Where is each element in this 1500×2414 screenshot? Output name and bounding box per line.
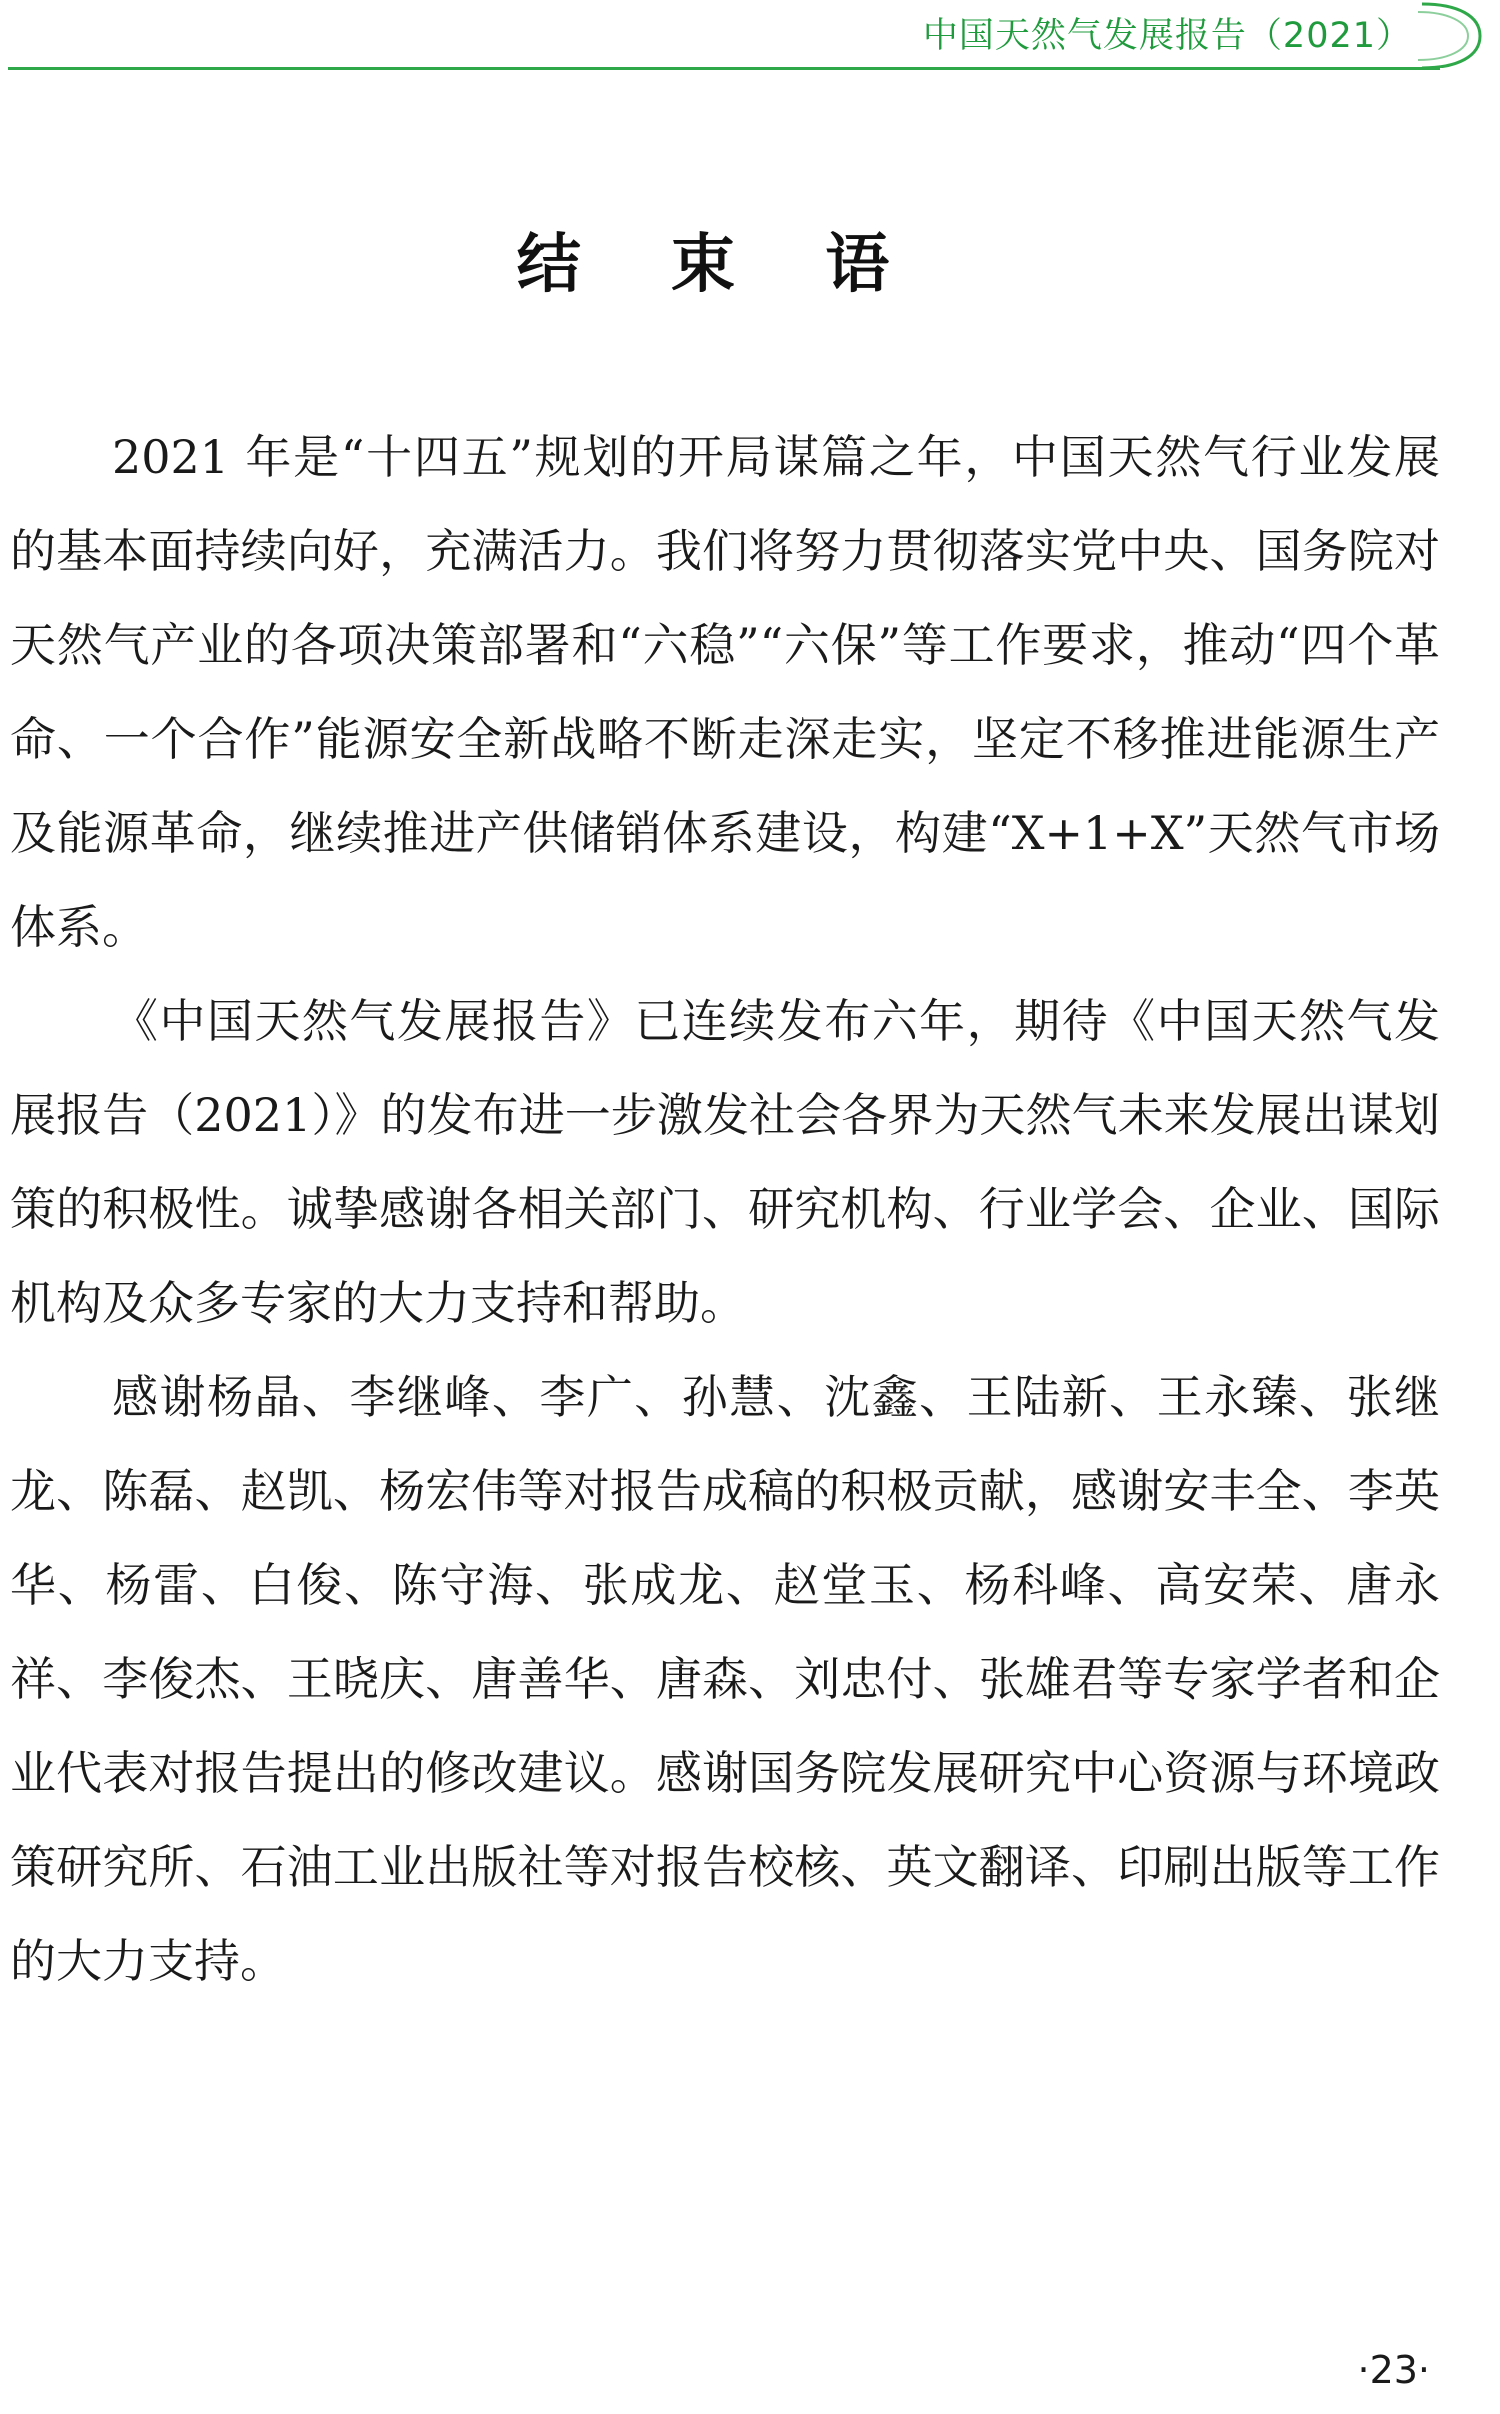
paragraph: 《中国天然气发展报告》已连续发布六年，期待《中国天然气发展报告（2021）》的发布进一步激发社会各界为天然气未来发展出谋划策的积极性。诚挚感谢各相关部门、研究机构、行业学会、企业、国际机构及众多专家的大力支持和帮助。 xyxy=(10,994,1440,1330)
page-number: ·23· xyxy=(1357,2348,1430,2392)
paragraph: 2021 年是“十四五”规划的开局谋篇之年，中国天然气行业发展的基本面持续向好，充满活力。我们将努力贯彻落实党中央、国务院对天然气产业的各项决策部署和“六稳”“六保”等工作要求，推动“四个革命、一个合作”能源安全新战略不断走深走实，坚定不移推进能源生产及能源革命，继续推进产供储销体系建设，构建“X+1+X”天然气市场体系。 xyxy=(10,430,1440,954)
body-text xyxy=(10,410,1440,2008)
header-bracket-ornament xyxy=(1418,2,1488,68)
paragraph: 感谢杨晶、李继峰、李广、孙慧、沈鑫、王陆新、王永臻、张继龙、陈磊、赵凯、杨宏伟等对报告成稿的积极贡献，感谢安丰全、李英华、杨雷、白俊、陈守海、张成龙、赵堂玉、杨科峰、高安荣、唐永祥、李俊杰、王晓庆、唐善华、唐森、刘忠付、张雄君等专家学者和企业代表对报告提出的修改建议。感谢国务院发展研究中心资源与环境政策研究所、石油工业出版社等对报告校核、英文翻译、印刷出版等工作的大力支持。 xyxy=(10,1370,1440,1988)
running-header-title: 中国天然气发展报告（2021） xyxy=(922,16,1412,56)
section-heading: 结 束 语 xyxy=(516,228,924,302)
header-rule xyxy=(8,67,1440,70)
